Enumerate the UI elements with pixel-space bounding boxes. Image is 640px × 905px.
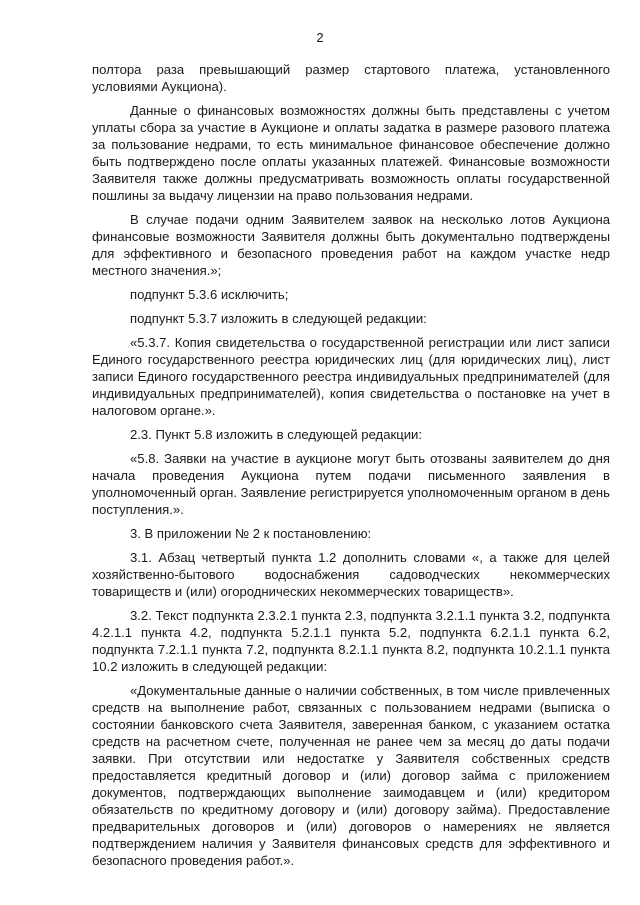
paragraph: подпункт 5.3.7 изложить в следующей редакции: — [130, 311, 427, 326]
document-body — [92, 61, 610, 876]
page-number: 2 — [316, 30, 324, 45]
paragraph: 3. В приложении № 2 к постановлению: — [130, 526, 372, 541]
paragraph: 2.3. Пункт 5.8 изложить в следующей редакции: — [130, 427, 422, 442]
paragraph: полтора раза превышающий размер стартового платежа, установленного условиями Аукциона). — [92, 62, 610, 94]
paragraph: В случае подачи одним Заявителем заявок на несколько лотов Аукциона финансовые возможности Заявителя должны быть документально подтверждены для эффективного и безопасного проведения работ на каждом участке недр местного значения.»; — [92, 212, 610, 278]
paragraph: 3.2. Текст подпункта 2.3.2.1 пункта 2.3, подпункта 3.2.1.1 пункта 3.2, подпункта 4.2.1.1 пункта 4.2, подпункта 5.2.1.1 пункта 5.2, подпункта 6.2.1.1 пункта 6.2, подпункта 7.2.1.1 пункта 7.2, подпункта 8.2.1.1 пункта 8.2, подпункта 10.2.1.1 пункта 10.2 изложить в следующей редакции: — [92, 608, 610, 674]
paragraph: Данные о финансовых возможностях должны быть представлены с учетом уплаты сбора за участие в Аукционе и оплаты задатка в размере разового платежа за пользование недрами, то есть минимальное финансовое обеспечение должно быть подтверждено после оплаты указанных платежей. Финансовые возможности Заявителя также должны предусматривать возможность оплаты государственной пошлины за выдачу лицензии на право пользования недрами. — [92, 103, 610, 203]
paragraph: «Документальные данные о наличии собственных, в том числе привлеченных средств на выполнение работ, связанных с пользованием недрами (выписка о состоянии банковского счета Заявителя, заверенная банком, с указанием остатка средств на расчетном счете, полученная не ранее чем за месяц до даты подачи заявки. При отсутствии или недостатке у Заявителя собственных средств предоставляется кредитный договор и (или) договор займа с приложением документов, подтверждающих выполнение заимодавцем и (или) кредитором обязательств по кредитному договору и (или) договору займа). Предоставление предварительных договоров и (или) договоров о намерениях не является подтверждением наличия у Заявителя финансовых средств для эффективного и безопасного проведения работ.». — [92, 683, 610, 868]
paragraph: подпункт 5.3.6 исключить; — [130, 287, 289, 302]
paragraph: 3.1. Абзац четвертый пункта 1.2 дополнить словами «, а также для целей хозяйственно-бытового водоснабжения садоводческих некоммерческих товариществ и (или) огороднических некоммерческих товариществ». — [92, 550, 610, 599]
paragraph: «5.8. Заявки на участие в аукционе могут быть отозваны заявителем до дня начала проведения Аукциона путем подачи письменного заявления в уполномоченный орган. Заявление регистрируется уполномоченным органом в день поступления.». — [92, 451, 610, 517]
paragraph: «5.3.7. Копия свидетельства о государственной регистрации или лист записи Единого государственного реестра юридических лиц (для юридических лиц), лист записи Единого государственного реестра индивидуальных предпринимателей (для индивидуальных предпринимателей), копия свидетельства о постановке на учет в налоговом органе.». — [92, 335, 610, 418]
